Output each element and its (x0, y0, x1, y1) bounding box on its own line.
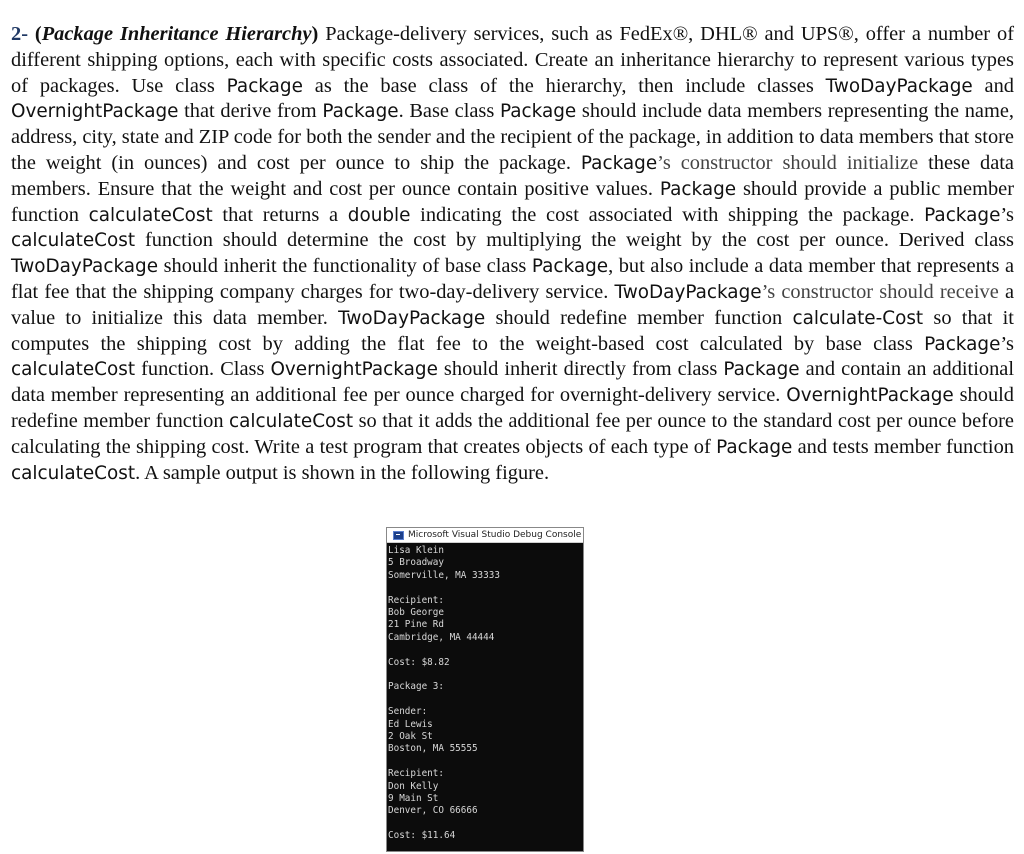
text-segment: that returns a (212, 203, 348, 226)
code-term: Package (226, 75, 303, 97)
text-segment: and tests member function (792, 435, 1014, 458)
text-segment: so that it computes the shipping cost by adding the flat fee to the weight-based cost calculated by base class (11, 306, 1014, 355)
text-segment: and (972, 74, 1015, 97)
text-segment: function should determine the cost by multiplying the weight by the cost per ounce. Derived class (135, 229, 1014, 252)
text-segment: ’s (1000, 332, 1014, 355)
text-segment: ’s constructor should receive (761, 280, 999, 303)
console-line: Recipient: (388, 594, 444, 606)
code-term: Package (659, 178, 737, 200)
console-line: Cambridge, MA 44444 (388, 631, 495, 643)
text-segment: indicating the cost associated with shipping the package. (410, 203, 925, 226)
text-segment: should redefine member function (11, 384, 1014, 432)
title-text: Package Inheritance Hierarchy (41, 23, 312, 45)
debug-console-window (386, 527, 584, 852)
text-segment: that derive from (178, 100, 323, 123)
code-term: OvernightPackage (270, 359, 438, 381)
text-segment: these data members. Ensure that the weight and cost per ounce contain positive values. (11, 151, 1014, 200)
problem-title (35, 23, 318, 45)
text-segment: . A sample output is shown in the following figure. (135, 461, 550, 484)
console-line: Denver, CO 66666 (388, 805, 478, 817)
code-term: Package (499, 101, 577, 123)
code-term: Package (322, 101, 399, 123)
text-segment: . Base class (398, 100, 500, 123)
code-term: calculateCost (11, 230, 136, 252)
code-term: TwoDayPackage (825, 75, 973, 97)
text-segment: should inherit directly from class (437, 358, 724, 381)
text-segment: , but also include a data member that represents a flat fee that the shipping company charges for two-day-delivery service. (11, 255, 1014, 303)
console-line: Somerville, MA 33333 (388, 569, 500, 581)
code-term: TwoDayPackage (338, 307, 486, 329)
code-term: calculateCost (229, 410, 354, 432)
console-titlebar (387, 528, 583, 543)
text-segment: should provide a public member function (11, 177, 1014, 226)
code-term: TwoDayPackage (11, 256, 159, 278)
console-line: 9 Main St (388, 793, 439, 805)
console-icon (393, 531, 404, 540)
console-line: Cost: $8.82 (388, 656, 450, 668)
console-line: Don Kelly (388, 780, 439, 792)
console-line: 5 Broadway (388, 557, 444, 569)
title-open: ( (34, 23, 42, 45)
text-segment: so that it adds the additional fee per ounce to the standard cost per ounce before calculating the shipping cost. Write a test program that creates objects of each type of (11, 409, 1014, 458)
console-line: Package 3: (388, 681, 444, 693)
text-segment: function. Class (135, 358, 271, 381)
code-term: calculateCost (88, 204, 213, 226)
problem-number: 2- (11, 23, 28, 45)
text-segment: Package-delivery services, such as FedEx®, DHL® and UPS®, offer a number of different shipping options, each with specific costs associated. Create an inheritance hierarchy to represent various types of packages. Use class (11, 23, 1014, 97)
code-term: Package (924, 333, 1001, 355)
code-term: calculateCost (11, 462, 136, 484)
text-segment: and contain an additional data member representing an additional fee per ounce charged for overnight-delivery service. (11, 358, 1014, 407)
console-blank-line (388, 582, 583, 594)
text-segment: as the base class of the hierarchy, then include classes (302, 74, 826, 97)
console-line: Boston, MA 55555 (388, 743, 478, 755)
text-segment: a value to initialize this data member. (11, 280, 1015, 329)
console-line: 21 Pine Rd (388, 619, 444, 631)
text-segment: should inherit the functionality of base class (158, 255, 532, 278)
console-line: Cost: $11.64 (388, 830, 456, 842)
code-term: Package (716, 436, 793, 458)
code-term: double (347, 204, 411, 226)
code-term: calculateCost (11, 359, 136, 381)
console-line: Ed Lewis (388, 718, 433, 730)
text-segment: ’s constructor should initialize (657, 151, 919, 174)
code-term: Package (531, 256, 609, 278)
console-line: Sender: (388, 706, 428, 718)
code-term: Package (924, 204, 1001, 226)
code-term: calculate-Cost (792, 307, 924, 329)
code-term: OvernightPackage (786, 385, 954, 407)
problem-body (11, 23, 1014, 484)
code-term: Package (723, 359, 800, 381)
console-blank-line (388, 669, 583, 681)
console-title: Microsoft Visual Studio Debug Console (408, 530, 582, 540)
console-blank-line (388, 756, 583, 768)
text-segment: should include data members representing the name, address, city, state and ZIP code for both the sender and the recipient of the package, in addition to data members that store the weight (in ounces) and cost per ounce to ship the package. (11, 100, 1014, 174)
console-blank-line (388, 818, 583, 830)
console-line: Lisa Klein (388, 545, 444, 556)
console-line: Recipient: (388, 768, 444, 780)
code-term: OvernightPackage (11, 101, 179, 123)
console-blank-line (388, 694, 583, 706)
console-line: 2 Oak St (388, 731, 433, 743)
console-line: Bob George (388, 607, 444, 619)
text-segment: ’s (1000, 203, 1014, 226)
console-blank-line (388, 644, 583, 656)
title-close: ) (311, 23, 319, 45)
console-output (387, 543, 583, 843)
code-term: Package (580, 152, 658, 174)
text-segment: should redefine member function (485, 306, 793, 329)
code-term: TwoDayPackage (614, 281, 762, 303)
problem-text (11, 22, 1014, 486)
